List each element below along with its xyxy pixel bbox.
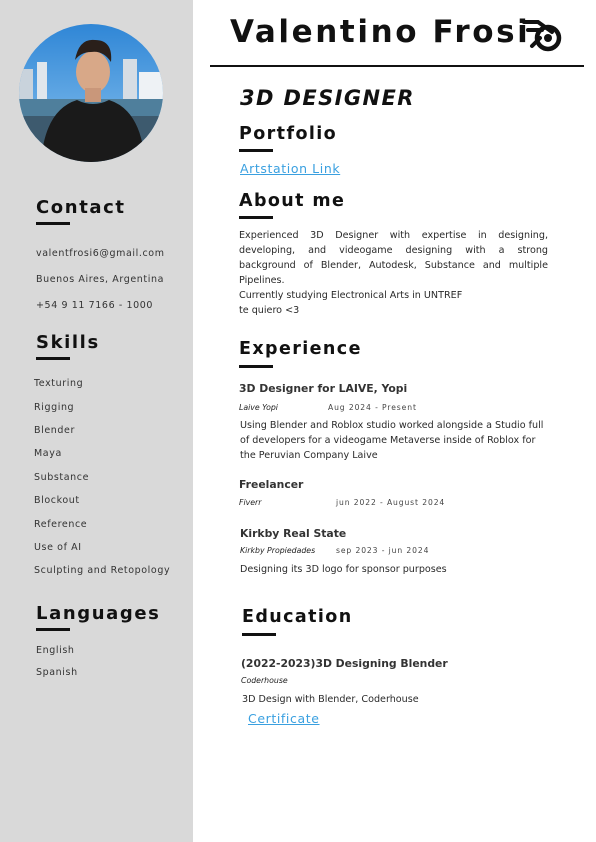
job-title: 3D Designer for LAIVE, Yopi xyxy=(239,382,408,395)
job-title: Freelancer xyxy=(239,478,304,491)
skill-item: Rigging xyxy=(34,402,75,413)
experience-heading: Experience xyxy=(239,339,362,359)
artstation-link[interactable]: Artstation Link xyxy=(240,161,341,176)
skill-item: Use of AI xyxy=(34,542,82,553)
job-dates: jun 2022 - August 2024 xyxy=(336,498,446,507)
sidebar xyxy=(0,0,193,842)
job-title: Kirkby Real State xyxy=(240,527,347,540)
job-description: Designing its 3D logo for sponsor purposes xyxy=(240,564,447,575)
name-title: Valentino Frosi xyxy=(230,14,531,50)
job-dates: Aug 2024 - Present xyxy=(328,403,417,412)
skill-item: Reference xyxy=(34,519,88,530)
languages-heading: Languages xyxy=(36,603,161,624)
skill-item: Blender xyxy=(34,425,76,436)
about-text: Experienced 3D Designer with expertise in designing, developing, and videogame designing with a strong background of Blender, Autodesk, Substance and multiple Pipelines. xyxy=(239,230,548,286)
job-company: Kirkby Propiedades xyxy=(240,546,316,555)
skills-heading: Skills xyxy=(36,332,100,353)
language-item: Spanish xyxy=(36,667,78,678)
skill-item: Maya xyxy=(34,448,62,459)
job-company: Fiverr xyxy=(239,498,262,507)
skills-underline xyxy=(36,357,70,360)
job-company: Laive Yopi xyxy=(239,403,278,412)
education-title: (2022-2023)3D Designing Blender xyxy=(241,657,448,670)
skill-item: Blockout xyxy=(34,495,80,506)
job-description: Using Blender and Roblox studio worked alongside a Studio full of developers for a videogame Metaverse inside of Roblox for the Peruvian Company Laive xyxy=(240,420,544,461)
contact-location: Buenos Aires, Argentina xyxy=(36,274,164,285)
contact-email[interactable]: valentfrosi6@gmail.com xyxy=(36,248,165,259)
job-dates: sep 2023 - jun 2024 xyxy=(336,546,430,555)
profile-photo-image xyxy=(19,24,163,162)
about-heading: About me xyxy=(239,191,346,211)
contact-underline xyxy=(36,222,70,225)
about-note: te quiero <3 xyxy=(239,305,300,316)
portfolio-underline xyxy=(239,149,273,152)
certificate-link[interactable]: Certificate xyxy=(248,711,320,726)
blender-logo-icon xyxy=(522,16,564,52)
education-heading: Education xyxy=(242,607,353,627)
experience-underline xyxy=(239,365,273,368)
skill-item: Texturing xyxy=(34,378,84,389)
portfolio-heading: Portfolio xyxy=(239,124,338,144)
skill-item: Substance xyxy=(34,472,90,483)
languages-underline xyxy=(36,628,70,631)
header-divider xyxy=(210,65,584,67)
about-studies: Currently studying Electronical Arts in UNTREF xyxy=(239,290,463,301)
education-description: 3D Design with Blender, Coderhouse xyxy=(242,694,419,705)
contact-heading: Contact xyxy=(36,197,126,218)
contact-phone[interactable]: +54 9 11 7166 - 1000 xyxy=(36,300,154,311)
education-underline xyxy=(242,633,276,636)
skill-item: Sculpting and Retopology xyxy=(34,565,171,576)
profile-photo xyxy=(19,24,163,162)
about-underline xyxy=(239,216,273,219)
role-title: 3D DESIGNER xyxy=(240,86,415,110)
language-item: English xyxy=(36,645,75,656)
education-school: Coderhouse xyxy=(241,676,288,685)
